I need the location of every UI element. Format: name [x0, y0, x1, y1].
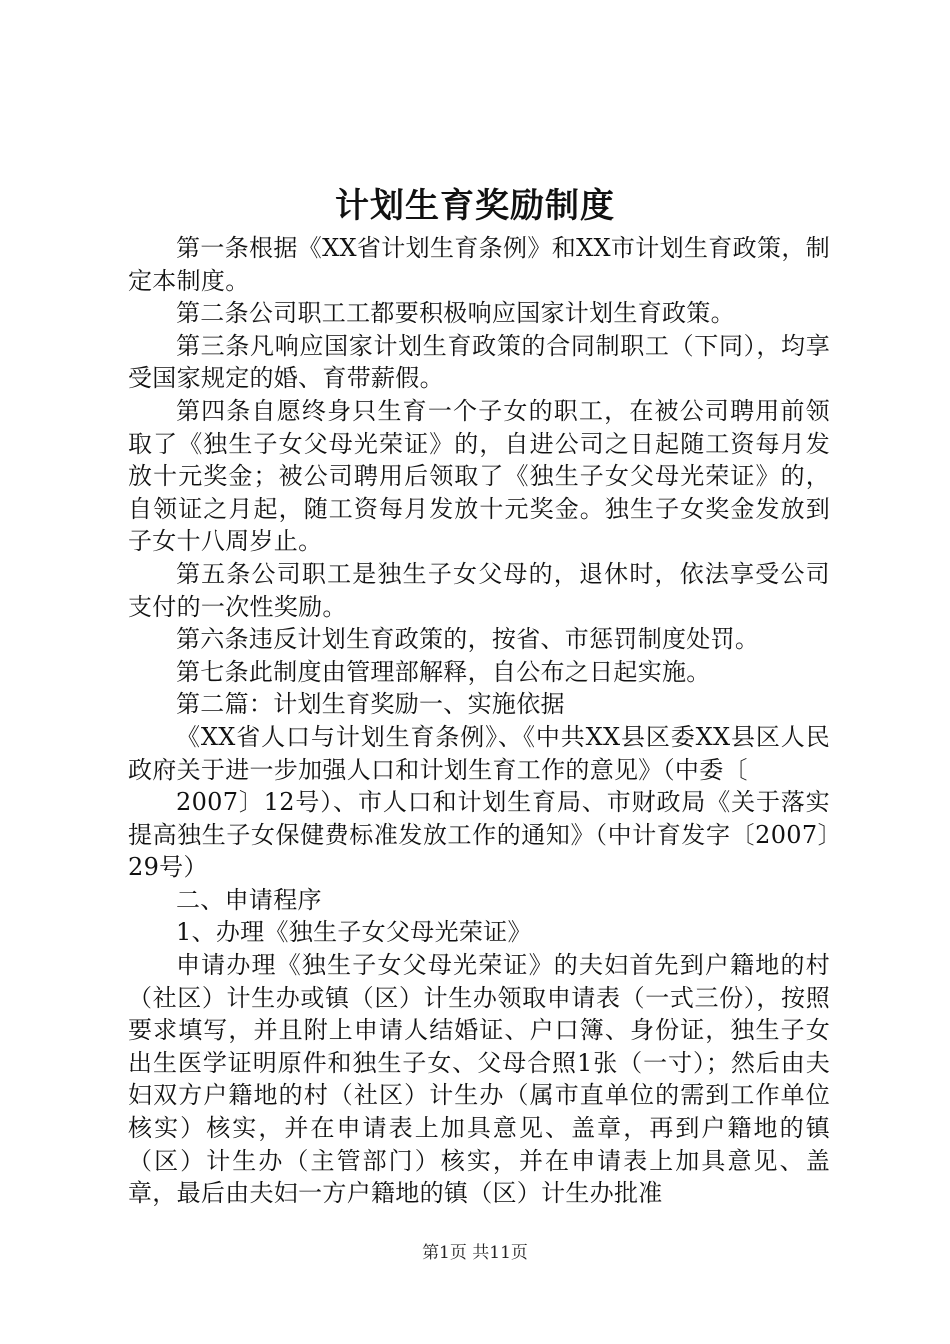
document-body	[128, 232, 830, 1210]
paragraph-article-4: 第四条自愿终身只生育一个子女的职工，在被公司聘用前领取了《独生子女父母光荣证》的，自进公司之日起随工资每月发放十元奖金；被公司聘用后领取了《独生子女父母光荣证》的，自领证之月起，随工资每月发放十元奖金。独生子女奖金发放到子女十八周岁止。	[128, 396, 830, 556]
paragraph-article-1: 第一条根据《XX省计划生育条例》和XX市计划生育政策，制定本制度。	[128, 234, 830, 295]
document-title: 计划生育奖励制度	[335, 186, 615, 226]
page-number-footer: 第1页 共11页	[422, 1243, 528, 1263]
paragraph-application-steps: 申请办理《独生子女父母光荣证》的夫妇首先到户籍地的村（社区）计生办或镇（区）计生办领取申请表（一式三份），按照要求填写，并且附上申请人结婚证、户口簿、身份证，独生子女出生医学证明原件和独生子女、父母合照1张（一寸）；然后由夫妇双方户籍地的村（社区）计生办（属市直单位的需到工作单位核实）核实，并在申请表上加具意见、盖章，再到户籍地的镇（区）计生办（主管部门）核实，并在申请表上加具意见、盖章，最后由夫妇一方户籍地的镇（区）计生办批准	[128, 951, 830, 1208]
section-heading-procedure: 二、申请程序	[176, 885, 322, 914]
paragraph-basis-continued: 2007〕12号）、市人口和计划生育局、市财政局《关于落实提高独生子女保健费标准发放工作的通知》（中计育发字〔2007〕29号）	[128, 788, 830, 882]
section-heading-part-2: 第二篇：计划生育奖励一、实施依据	[176, 690, 565, 719]
paragraph-article-3: 第三条凡响应国家计划生育政策的合同制职工（下同），均享受国家规定的婚、育带薪假。	[128, 331, 830, 393]
subsection-heading-certificate: 1、办理《独生子女父母光荣证》	[176, 918, 532, 947]
paragraph-article-6: 第六条违反计划生育政策的，按省、市惩罚制度处罚。	[176, 625, 760, 654]
paragraph-basis: 《XX省人口与计划生育条例》、《中共XX县区委XX县区人民政府关于进一步加强人口和计划生育工作的意见》（中委〔	[128, 722, 830, 784]
paragraph-article-5: 第五条公司职工是独生子女父母的，退休时，依法享受公司支付的一次性奖励。	[128, 559, 830, 621]
paragraph-article-7: 第七条此制度由管理部解释，自公布之日起实施。	[176, 657, 711, 686]
paragraph-article-2: 第二条公司职工工都要积极响应国家计划生育政策。	[176, 299, 735, 328]
